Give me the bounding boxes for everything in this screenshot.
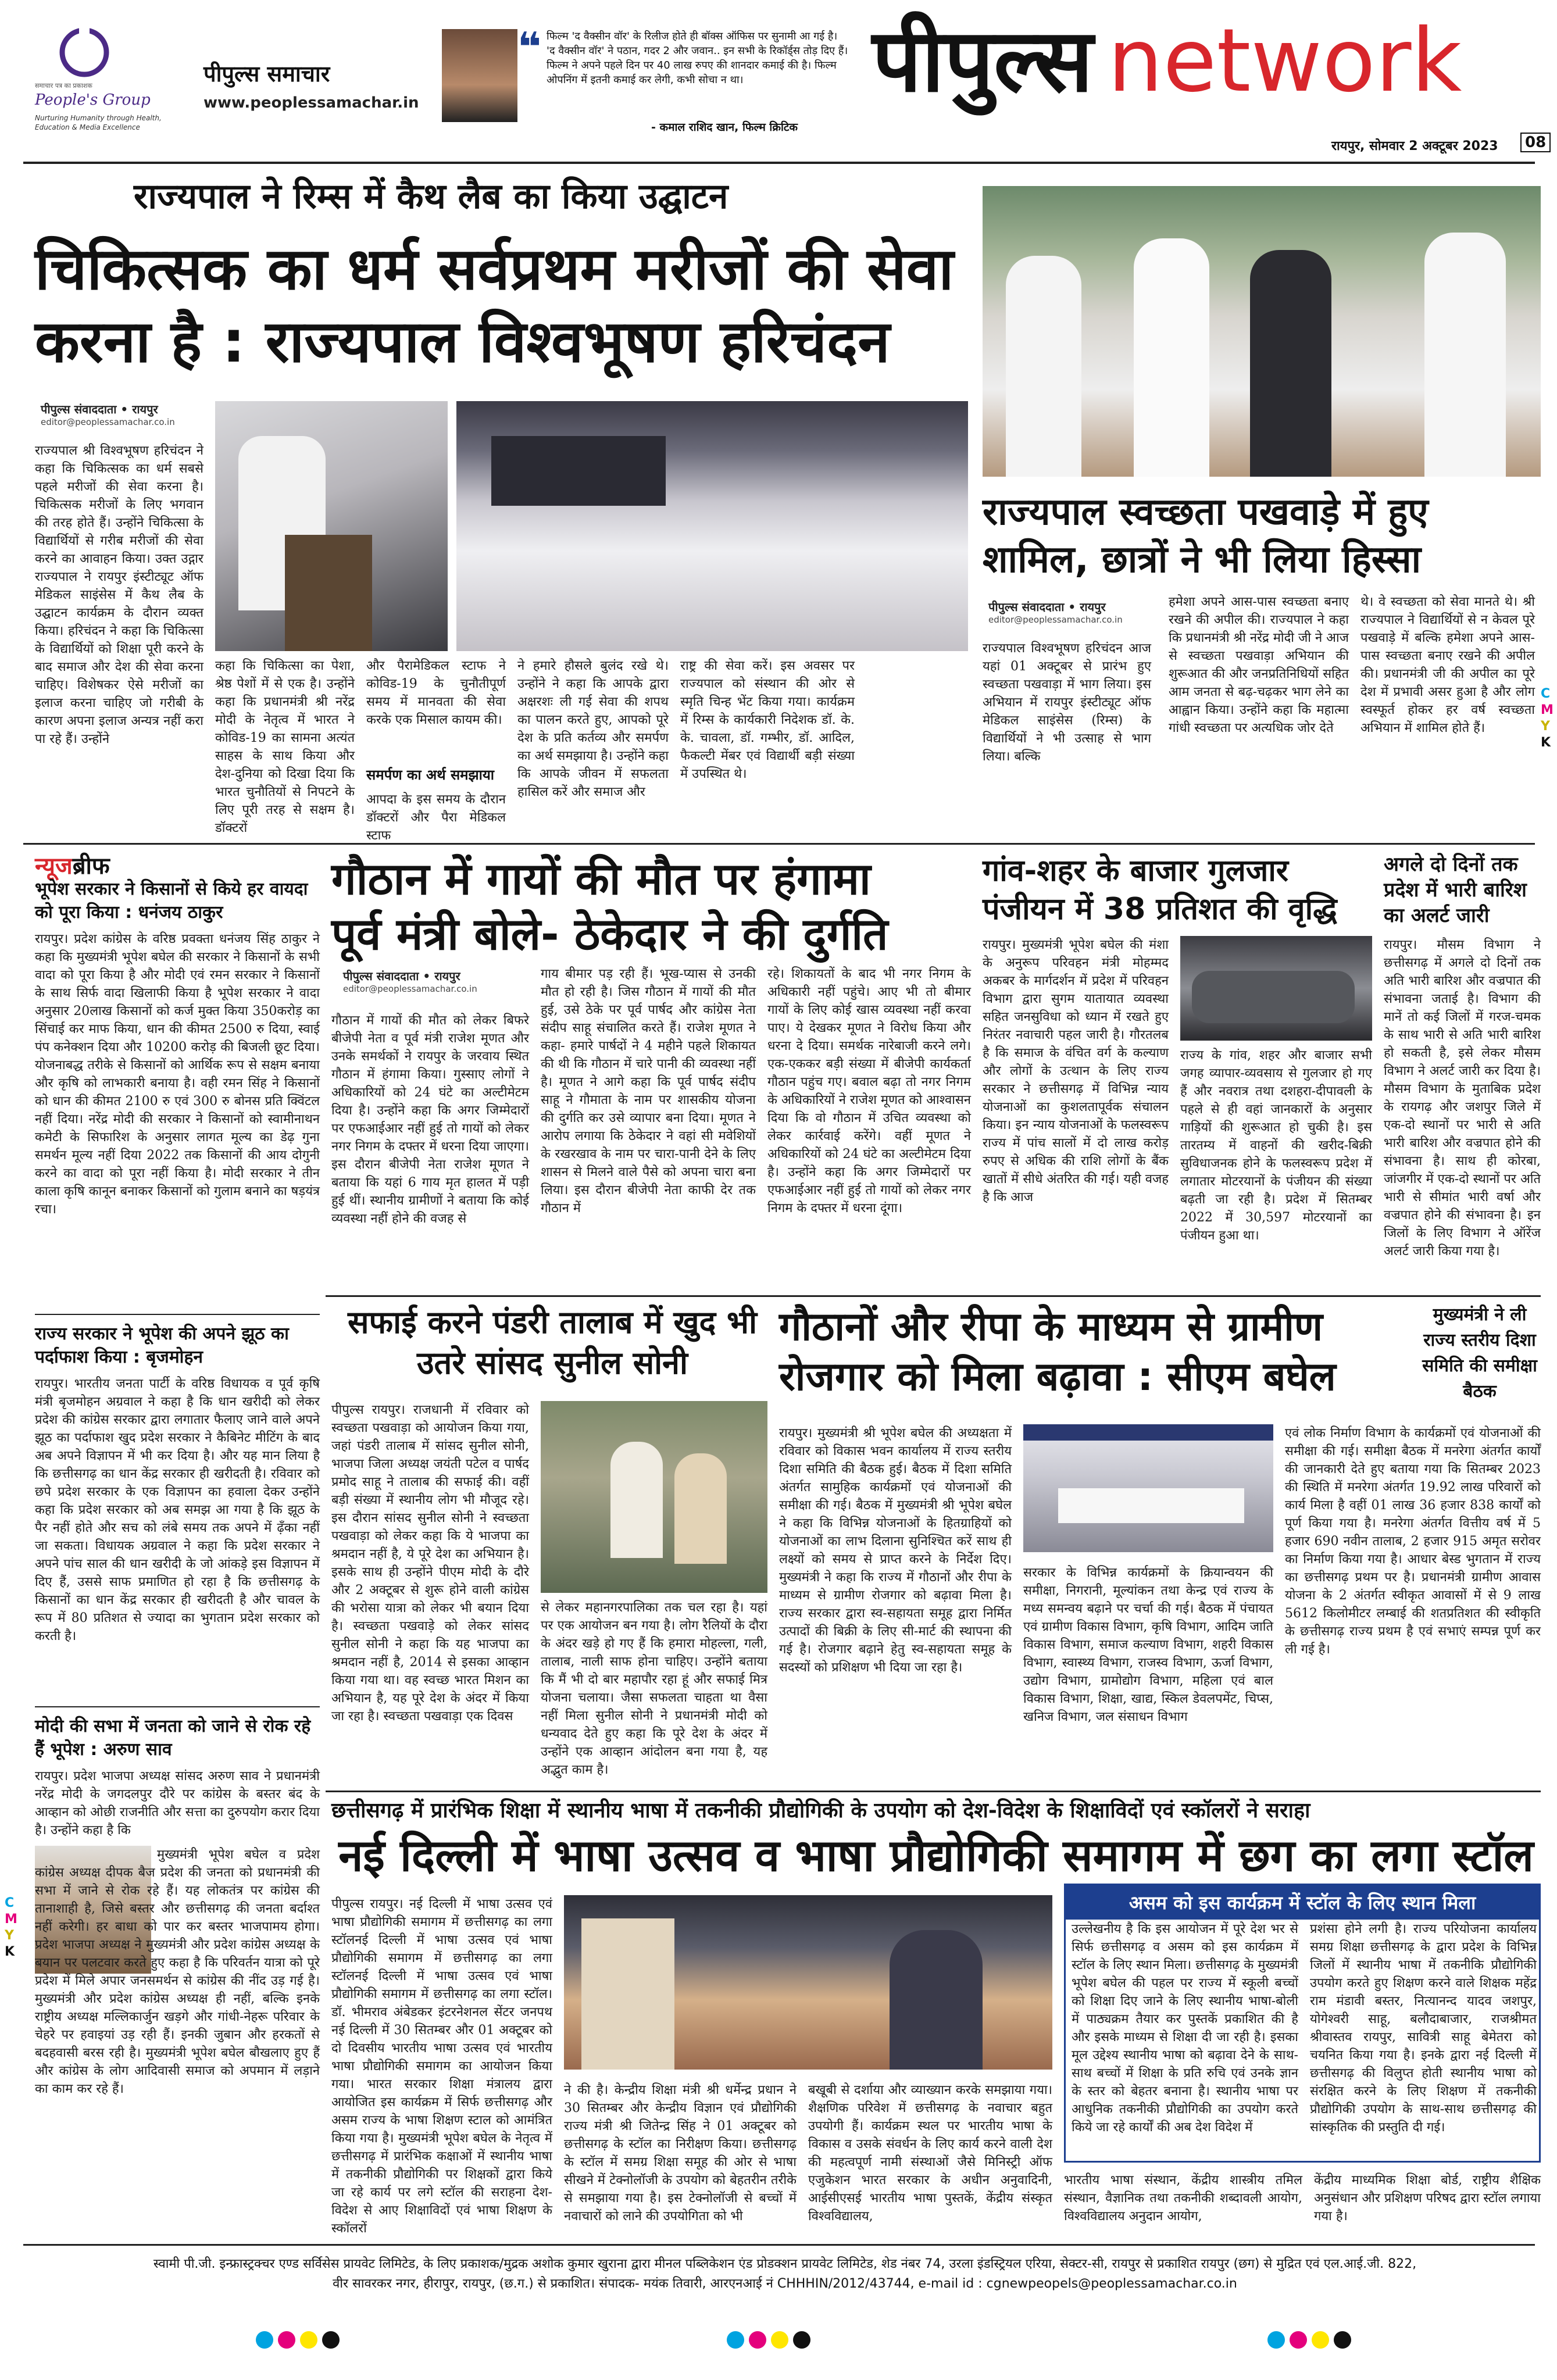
quote-mark-icon: ❝ <box>517 23 542 71</box>
story8-headline: नई दिल्ली में भाषा उत्सव व भाषा प्रौद्योगिकी समागम में छग का लगा स्टॉल <box>338 1829 1534 1881</box>
footer-imprint-2: वीर सावरकर नगर, हीरापुर, रायपुर, (छ.ग.) से प्रकाशित। संपादक- मयंक तिवारी, आरएनआई नं CHHHIN/2012/43744, e-mail id : cgnewpeopels@peoplessamachar.co.in <box>333 2277 1237 2291</box>
story4-col1: रायपुर। मुख्यमंत्री भूपेश बघेल की मंशा के अनुरूप परिवहन मंत्री मोहम्मद अकबर के मार्गदर्शन में प्रदेश में परिवहन विभाग द्वारा सुगम यातायात व्यवस्था सहित जनसुविधा को ध्यान में रखते हुए निरंतर नवाचारी पहल जारी है। गौरतलब है कि समाज के वंचित वर्ग के कल्याण और लोगों के उत्थान के लिए राज्य सरकार ने छत्तीसगढ़ में विभिन्न न्याय योजनाओं का कुशलतापूर्वक संचालन किया। इन न्याय योजनाओं के फलस्वरूप राज्य में पांच सालों में दो लाख करोड़ रुपए से अधिक की राशि लोगों के बैंक खातों में सीधे अंतरित की गई। यही वजह है कि आज <box>983 938 1169 1205</box>
story2-byline: पीपुल्स संवाददाता • रायपुर editor@peoplessamachar.co.in <box>988 600 1123 625</box>
cmyk-letters-right: C M Y K <box>1541 687 1554 750</box>
black-dot-icon <box>793 2331 810 2349</box>
page-number: 08 <box>1520 133 1551 152</box>
story7-headline: गौठानों और रीपा के माध्यम से ग्रामीण रोजगार को मिला बढ़ावा : सीएम बघेल <box>779 1304 1336 1400</box>
story1-subhead: समर्पण का अर्थ समझाया <box>366 767 495 783</box>
story8-col3: बखूबी से दर्शाया और व्याख्यान करके समझाया गया। शैक्षणिक परिवेश में छत्तीसगढ़ के नवाचार बहुत उपयोगी हैं। कार्यक्रम स्थल पर भारतीय भाषा के विकास व उसके संवर्धन के लिए कार्य करने वाली देश की महत्वपूर्ण नामी संस्थाओं जैसे मिनिस्ट्री ऑफ एजुकेशन भारत सरकार के अधीन अनुवादिनी, आईसीएसई भारतीय भाषा पुस्तकें, केंद्रीय संस्कृत विश्वविद्यालय, <box>808 2083 1052 2224</box>
section-rule-1 <box>23 843 1535 845</box>
paper-title <box>872 10 1541 134</box>
org-name: People's Group <box>35 91 151 109</box>
story2-col1: राज्यपाल विश्वभूषण हरिचंदन आज यहां 01 अक्टूबर से प्रारंभ हुए स्वच्छता पखवाड़ा में भाग लिया। इस अभियान में रायपुर इंस्टीट्यूट ऑफ मेडिकल साइंसेस (रिम्स) के विद्यार्थियों ने भी उत्साह से भाग लिया। बल्कि <box>983 641 1151 764</box>
dateline: रायपुर, सोमवार 2 अक्टूबर 2023 <box>1331 139 1498 153</box>
brief-item1-body: रायपुर। प्रदेश कांग्रेस के वरिष्ठ प्रवक्ता धनंजय सिंह ठाकुर ने कहा कि मुख्यमंत्री भूपेश बघेल की सरकार ने किसानों के सभी वादा को पूरा किया है और मोदी एवं रमन सरकार ने किसानों के साथ सिर्फ वादा खिलाफी किया है भूपेश सरकार ने वादा अनुसार 20लाख किसानों को कर्ज मुक्त किया 350करोड़ का सिंचाई कर माफ किया, धान की कीमत 2500 रु दिया, स्वाई पंप कनेक्शन दिया और 10200 करोड़ की बिजली छूट दिया। योजनाबद्ध तरीके से किसानों को आर्थिक रूप से सक्षम बनाया और कृषि को लाभकारी बनाया है। वही रमन सिंह ने किसानों को धान की कीमत 2100 रु एवं 300 रु बोनस प्रति क्विंटल नहीं दिया। नरेंद्र मोदी की सरकार ने किसानों को स्वामीनाथन कमेटी के सिफारिश के अनुसार लागत मूल्य का डेढ़ गुना समर्थन मूल्य नहीं दिया 2022 तक किसानों की आय दोगुनी करने का वादा को पूरा नहीं किया है। मोदी सरकार ने तीन काला कृषि कानून बनाकर किसानों को गुलाम बनाने का षड़यंत्र रचा। <box>35 932 320 1217</box>
cyan-dot-icon <box>1267 2331 1285 2349</box>
story8-kicker: छत्तीसगढ़ में प्रारंभिक शिक्षा में स्थानीय भाषा में तकनीकी प्रौद्योगिकी के उपयोग को देश-विदेश के शिक्षाविदों एवं स्कॉलरों ने सराहा <box>331 1799 1310 1822</box>
story6-photo <box>541 1401 767 1593</box>
story7-sidebar-label: मुख्यमंत्री ने ली राज्य स्तरीय दिशा समिति की समीक्षा बैठक <box>1422 1305 1537 1402</box>
quote-photo <box>442 29 517 122</box>
story7-col1: रायपुर। मुख्यमंत्री श्री भूपेश बघेल की अध्यक्षता में रविवार को विकास भवन कार्यालय में राज्य स्तरीय दिशा समिति की बैठक हुई। बैठक में दिशा समिति अंतर्गत सामुहिक कार्यक्रमों एवं योजनाओं की समीक्षा की गई। बैठक में मुख्यमंत्री श्री भूपेश बघेल ने कहा कि विभिन्न योजनाओं के हितग्राहियों को योजनाओं का लाभ दिलाना सुनिश्चित करें साथ ही लक्ष्यों को समय से प्राप्त करने के निर्देश दिए। मुख्यमंत्री ने कहा कि राज्य में गौठानों और रीपा के माध्यम से ग्रामीण रोजगार को बढ़ावा मिला है। राज्य सरकार द्वारा स्व-सहायता समूह द्वारा निर्मित उत्पादों की बिक्री के लिए सी-मार्ट की स्थापना की गई है। रोजगार बढ़ाने हेतु स्व-सहायता समूह के सदस्यों को प्रशिक्षण भी दिया जा रहा है। <box>779 1426 1012 1675</box>
title-hindi: पीपुल्स <box>872 10 1094 112</box>
magenta-dot-icon <box>278 2331 295 2349</box>
brief-divider-1 <box>35 1314 320 1315</box>
org-tagline: समाचार पत्र का प्रकाशक <box>35 82 92 90</box>
brand-hindi: पीपुल्स समाचार <box>203 61 330 87</box>
story4-photo <box>1180 936 1372 1041</box>
peoples-group-emblem-icon <box>58 26 110 78</box>
story3-col1: गौठान में गायों की मौत को लेकर बिफरे बीजेपी नेता व पूर्व मंत्री राजेश मूणत और उनके समर्थकों ने रायपुर के जरवाय स्थित गौठान में हंगामा किया। गुस्साए लोगों ने अधिकारियों को 24 घंटे का अल्टीमेटम दिया है। उन्होंने कहा कि अगर जिम्मेदारों पर एफआईआर नहीं हुई तो गायों को लेकर नगर निगम के दफ्तर में धरना दिया जाएगा। इस दौरान बीजेपी नेता राजेश मूणत ने बताया कि यहां 6 गाय मृत हालत में पड़ी हुई थीं। स्थानीय ग्रामीणों ने बताया कि कोई व्यवस्था नहीं होने की वजह से <box>331 1013 529 1226</box>
story3-byline: पीपुल्स संवाददाता • रायपुर editor@peoplessamachar.co.in <box>343 969 477 994</box>
black-dot-icon <box>1334 2331 1351 2349</box>
yellow-dot-icon <box>771 2331 788 2349</box>
footer-imprint: स्वामी पी.जी. इन्फ्रास्ट्रक्चर एण्ड सर्विसेस प्रायवेट लिमिटेड, के लिए प्रकाशक/मुद्रक अशोक कुमार खुराना द्वारा मीनल पब्लिकेशन एंड प्रोडक्शन प्रायवेट लिमिटेड, शेड नंबर 74, उरला इंडस्ट्रियल एरिया, सेक्टर-सी, रायपुर से प्रकाशित रायपुर (छग) से मुद्रित एवं एल.आई.जी. 822, <box>153 2257 1417 2271</box>
story2-photo <box>983 186 1541 477</box>
story4-headline: गांव-शहर के बाजार गुलजार पंजीयन में 38 प्रतिशत की वृद्धि <box>983 853 1337 927</box>
story3-headline-line2: पूर्व मंत्री बोले- ठेकेदार ने की दुर्गति <box>331 908 888 960</box>
cmyk-mark-bottom-left <box>256 2331 344 2351</box>
footer-rule <box>23 2244 1535 2246</box>
magenta-dot-icon <box>749 2331 766 2349</box>
cmyk-mark-bottom-center <box>727 2331 815 2351</box>
story3-col2: गाय बीमार पड़ रही हैं। भूख-प्यास से उनकी मौत हो रही है। जिस गौठान में गायों की मौत हुई, उसे ठेके पर पूर्व पार्षद और कांग्रेस नेता संदीप साहू संचालित करते हैं। राजेश मूणत ने कहा- हमारे पार्षदों ने 4 महीने पहले शिकायत की थी कि गौठान में चारे पानी की व्यवस्था नहीं है। मूणत ने आगे कहा कि पूर्व पार्षद संदीप साहू ने गौमाता के नाम पर शासकीय योजना की दुर्गति कर उसे व्यापार बना दिया। मूणत ने आरोप लगाया कि ठेकेदार ने वहां सी मवेशियों के रखरखाव के नाम पर चारा-पानी देने के लिए शासन से मिलने वाले पैसे को अपना चारा बना लिया। इस दौरान बीजेपी नेता काफी देर तक गौठान में <box>541 967 756 1216</box>
story1-kicker: राज्यपाल ने रिम्स में कैथ लैब का किया उद्घाटन <box>134 176 728 217</box>
story2-headline: राज्यपाल स्वच्छता पखवाड़े में हुए शामिल, छात्रों ने भी लिया हिस्सा <box>983 491 1429 581</box>
story5-body: रायपुर। मौसम विभाग ने छत्तीसगढ़ में अगले दो दिनों तक अति भारी बारिश और वज्रपात की संभावना जताई है। विभाग की मानें तो कई जिलों में गरज-चमक के साथ भारी से अति भारी बारिश हो सकती है, इसे लेकर मौसम विभाग ने अलर्ट जारी कर दिया है। मौसम विभाग के मुताबिक प्रदेश के रायगढ़ और जशपुर जिले में एक-दो स्थानों पर भारी से अति भारी बारिश और वज्रपात होने की संभावना है। साथ ही कोरबा, जांजगीर में एक-दो स्थानों पर अति भारी से सीमांत भारी वर्षा और वज्रपात होने की संभावना है। इन जिलों के लिए विभाग ने ऑरेंज अलर्ट जारी किया गया है। <box>1384 938 1541 1259</box>
org-motto: Nurturing Humanity through Health, Education & Media Excellence <box>35 114 162 131</box>
cyan-dot-icon <box>256 2331 273 2349</box>
brief-item1-headline: भूपेश सरकार ने किसानों से किये हर वायदा को पूरा किया : धनंजय ठाकुर <box>35 879 308 923</box>
story8-col2: ने की है। केन्द्रीय शिक्षा मंत्री श्री धर्मेन्द्र प्रधान ने 30 सितम्बर और केन्द्रीय विज्ञान एवं प्रौद्योगिकी राज्य मंत्री श्री जितेन्द्र सिंह ने 01 अक्टूबर को छत्तीसगढ़ के स्टॉल का निरीक्षण किया। छत्तीसगढ़ के स्टॉल में समग्र शिक्षा समूह की ओर से भाषा सीखने में टेक्नोलॉजी के उपयोग को बेहतरीन तरीके से समझाया गया है। इस टेक्नोलॉजी से बच्चों में नवाचारों को लाने की उपयोगिता को भी <box>564 2083 797 2224</box>
brief-item3-body2: मुख्यमंत्री भूपेश बघेल व प्रदेश कांग्रेस अध्यक्ष दीपक बैज प्रदेश की जनता को प्रधानमंत्री की सभा में जाने से रोक रहे हैं। यह लोकतंत्र पर कांग्रेस की तानाशाही है, जिसे बस्तर और छत्तीसगढ़ की जनता बर्दाश्त नहीं करेगी। हर बाधा को पार कर बस्तर भाजपामय होगा। प्रदेश भाजपा अध्यक्ष ने मुख्यमंत्री और प्रदेश कांग्रेस अध्यक्ष के बयान पर पलटवार करते हुए कहा है कि परिवर्तन यात्रा को पूरे प्रदेश में मिले अपार जनसमर्थन से कांग्रेस की नींद उड़ गई है। मुख्यमंत्री और प्रदेश कांग्रेस अध्यक्ष ही नहीं, बल्कि इनके राष्ट्रीय अध्यक्ष मल्लिकार्जुन खड़गे और गांधी-नेहरू परिवार के चेहरे पर हवाइयां उड़ रही हैं। इनकी जुबान और हरकतों से बदहवासी बरस रही है। मुख्यमंत्री भूपेश बघेल बौखलाए हुए हैं और कांग्रेस के लोग आदिवासी समाज को अपमान में लड़ाने का काम कर रहे हैं। <box>35 1847 320 2096</box>
quote-author: - कमाल राशिद खान, फिल्म क्रिटिक <box>651 121 798 134</box>
story8-box <box>1064 1884 1541 2163</box>
story8-box-col1: उल्लेखनीय है कि इस आयोजन में पूरे देश भर से सिर्फ छत्तीसगढ़ व असम को इस कार्यक्रम में स्टॉल के लिए स्थान मिला। छत्तीसगढ़ के मुख्यमंत्री भूपेश बघेल की पहल पर राज्य में स्कूली बच्चों को शिक्षा दिए जाने के लिए स्थानीय भाषा-बोली में पाठ्यक्रम तैयार कर पुस्तकें प्रकाशित की है और इसके माध्यम से शिक्षा दी जा रही है। इसका मूल उद्देश्य स्थानीय भाषा को बढ़ावा देने के साथ-साथ बच्चों में शिक्षा के प्रति रुचि एवं उनके ज्ञान के स्तर को बेहतर बनाना है। स्थानीय भाषा पर आधुनिक तकनीकी प्रौद्योगिकी का उपयोग करते किये जा रहे कार्यों की अब देश विदेश में <box>1072 1922 1298 2135</box>
brief-item2-headline: राज्य सरकार ने भूपेश की अपने झूठ का पर्दाफाश किया : बृजमोहन <box>35 1324 289 1367</box>
magenta-dot-icon <box>1290 2331 1307 2349</box>
cyan-dot-icon <box>727 2331 744 2349</box>
story6-headline: सफाई करने पंडरी तालाब में खुद भी उतरे सांसद सुनील सोनी <box>348 1304 757 1381</box>
story1-col3: और पैरामेडिकल स्टाफ ने कोविड-19 के चुनौतीपूर्ण समय में मानवता की सेवा करके एक मिसाल कायम की। <box>366 659 506 727</box>
yellow-dot-icon <box>300 2331 317 2349</box>
story1-col4: ने हमारे हौसले बुलंद रखे थे। उन्होंने ने कहा कि आपके द्वारा अक्षरशः ली गई सेवा की शपथ का पालन करते हुए, आपको पूरे देश के प्रति कर्तव्य और समर्पण का अर्थ समझाया है। उन्होंने कहा कि आपके जीवन में सफलता हासिल करें और समाज और <box>517 659 669 799</box>
brief-item3-body: रायपुर। प्रदेश भाजपा अध्यक्ष सांसद अरुण साव ने प्रधानमंत्री नरेंद्र मोदी के जगदलपुर दौरे पर कांग्रेस के बस्तर बंद के आव्हान को ओछी राजनीति और सत्ता का दुरुपयोग करार दिया है। उन्होंने कहा है कि <box>35 1769 320 1838</box>
cmyk-mark-bottom-right <box>1267 2331 1356 2351</box>
masthead-rule <box>23 162 1535 164</box>
story2-col3: थे। वे स्वच्छता को सेवा मानते थे। श्री राज्यपाल ने विद्यार्थियों से न केवल पूरे पखवाड़े में बल्कि हमेशा अपने आस-पास स्वच्छता बनाए रखने की अपील की। प्रधानमंत्री जी की अपील का पूरे देश में प्रभावी असर हुआ है और लोग स्वस्फूर्त होकर हर वर्ष स्वच्छता अभियान में शामिल होते हैं। <box>1360 595 1535 735</box>
brief-item2-body: रायपुर। भारतीय जनता पार्टी के वरिष्ठ विधायक व पूर्व कृषि मंत्री बृजमोहन अग्रवाल ने कहा है कि धान खरीदी को लेकर प्रदेश की कांग्रेस सरकार द्वारा लगातार फैलाए जाने वाले अपने झूठ का पर्दाफाश खुद प्रदेश सरकार ने कैबिनेट मीटिंग के बाद अब अपने विज्ञापन में भी कर दिया है। और यह मान लिया है कि छत्तीसगढ़ का धान केंद्र सरकार ही खरीदती है। रविवार को छपे प्रदेश सरकार के एक विज्ञापन का हवाला देकर उन्होंने कहा कि प्रदेश सरकार को अब समझ आ गया है कि झूठ के पैर नहीं होते और सच को लंबे समय तक अपने में ढ़ँका नहीं जा सकता। विधायक अग्रवाल ने कहा कि प्रदेश सरकार ने अपने पांच साल की धान खरीदी के जो आंकड़े इस विज्ञापन में दिए हैं, उससे साफ प्रमाणित हो रहा है कि छत्तीसगढ़ के किसानों का धान केंद्र सरकार ही खरीदती है और चावल के रूप में 80 प्रतिशत से ज्यादा का भुगतान प्रदेश सरकार को करती है। <box>35 1377 320 1643</box>
story8-box-title: असम को इस कार्यक्रम में स्टॉल के लिए स्थान मिला <box>1066 1885 1539 1920</box>
title-english: network <box>1108 10 1462 112</box>
story6-col2: से लेकर महानगरपालिका तक चल रहा है। यहां पर एक आयोजन बन गया है। लोग रैलियों के दौरा के अंदर खड़े हो गए हैं कि हमारा मोहल्ला, गली, तालाब, नाली साफ होना चाहिए। उन्होंने बताया कि मैं भी दो बार महापौर रहा हूं और सफाई मित्र योजना चलाया। जैसा सफलता चाहता था वैसा नहीं मिला सुनील सोनी ने प्रधानमंत्री मोदी को धन्यवाद देते हुए कहा कि पूरे देश के अंदर में उन्होंने एक आव्हान आंदोलन बना गया है, यह अद्भुत काम है। <box>541 1600 767 1777</box>
cmyk-letters-left: C M Y K <box>5 1896 17 1959</box>
story8-box-col2: प्रशंसा होने लगी है। राज्य परियोजना कार्यालय समग्र शिक्षा छत्तीसगढ़ के द्वारा प्रदेश के विभिन्न जिलों में स्थानीय भाषा में तकनीकि प्रौद्योगिकी उपयोग करते हुए शिक्षण करने वाले शिक्षक महेंद्र राम मंडावी बस्तर, नित्यानन्द यादव जशपुर, योगेश्वरी साहू, बलौदाबाजार, राजश्रीमत श्रीवास्तव रायपुर, सावित्री साहू बेमेतरा को चयनित किया गया है। इनके द्वारा नई दिल्ली में छत्तीसगढ़ की विलुप्त होती स्थानीय भाषा को संरक्षित करने के लिए शिक्षण में तकनीकी प्रौद्योगिकी उपयोग के साथ-साथ छत्तीसगढ़ की सांस्कृतिक की प्रस्तुति दी गई। <box>1310 1922 1537 2135</box>
website-link[interactable]: www.peoplessamachar.in <box>203 94 419 112</box>
brief-divider-2 <box>35 1706 320 1707</box>
story6-col1: पीपुल्स रायपुर। राजधानी में रविवार को स्वच्छता पखवाड़ा को आयोजन किया गया, जहां पंडरी तालाब में सांसद सुनील सोनी, भाजपा जिला अध्यक्ष जयंती पटेल व पार्षद प्रमोद साहू ने तालाब की सफाई की। वहीं बड़ी संख्या में स्थानीय लोग भी मौजूद रहे। इस दौरान सांसद सुनील सोनी ने स्वच्छता पखवाड़ा को लेकर कहा कि ये भाजपा का श्रमदान नहीं है, ये पूरे देश का अभियान है। इसके साथ ही उन्होंने पीएम मोदी के दौरे और 2 अक्टूबर से शुरू होने वाली कांग्रेस की भरोसा यात्रा को लेकर भी बयान दिया है। स्वच्छता पखवाड़े को लेकर सांसद सुनील सोनी ने कहा कि यह भाजपा का श्रमदान नहीं है, 2014 से इसका आव्हान किया गया था। वह स्वच्छ भारत मिशन का अभियान है, यह पूरे देश के अंदर में किया जा रहा है। स्वच्छता पखवाड़ा एक दिवस <box>331 1403 529 1724</box>
masthead <box>0 0 1557 169</box>
section-rule-3 <box>326 1791 1541 1792</box>
quote-text: फिल्म 'द वैक्सीन वॉर' के रिलीज होते ही बॉक्स ऑफिस पर सुनामी आ गई है। 'द वैक्सीन वॉर' ने पठान, गदर 2 और जवान.. इन सभी के रिकॉर्ड्स तोड़ दिए हैं। फिल्म ने अपने पहले दिन पर 40 लाख रुपए की शानदार कमाई की है। फिल्म ओपनिंग में इतनी कमाई कर लेगी, कभी सोचा न था। <box>547 30 848 86</box>
story2-col2: हमेशा अपने आस-पास स्वच्छता बनाए रखने की अपील की। राज्यपाल ने कहा कि प्रधानमंत्री श्री नरेंद्र मोदी जी ने आज से स्वच्छता पखवाड़ा अभियान की शुरूआत की और जनप्रतिनिधियों सहित आम जनता से बढ़-चढ़कर भाग लेने का आह्वान किया। उन्होंने कहा कि महात्मा गांधी स्वच्छता पर अत्यधिक जोर देते <box>1169 595 1349 735</box>
story7-col3: एवं लोक निर्माण विभाग के कार्यक्रमों एवं योजनाओं की समीक्षा की गई। समीक्षा बैठक में मनरेगा अंतर्गत कार्यों की जानकारी देते हुए बताया गया कि सितम्बर 2023 की स्थिति में मनरेगा अंतर्गत 19.92 लाख परिवारों को कार्य मिला है वहीं 01 लाख 36 हजार 838 कार्यों को पूर्ण किया गया है। मनरेगा अंतर्गत वित्तीय वर्ष में 5 हजार 690 नवीन तालाब, 2 हजार 915 अमृत सरोवर का निर्माण किया गया है। आधार बेस्ड भुगतान में राज्य का छत्तीसगढ़ प्रथम पर है। प्रधानमंत्री ग्रामीण आवास योजना के 2 अंतर्गत स्वीकृत आवासों में से 9 लाख 5612 किलोमीटर लम्बाई की शतप्रतिशत की स्वीकृति के छत्तीसगढ़ राज्य प्रथम है एवं सभाएं सम्पन्न पूर्ण कर ली गई है। <box>1285 1426 1541 1657</box>
story7-photo <box>1023 1424 1273 1552</box>
brief-item3-headline: मोदी की सभा में जनता को जाने से रोक रहे हैं भूपेश : अरुण साव <box>35 1716 311 1760</box>
story1-col2: कहा कि चिकित्सा का पेशा, श्रेष्ठ पेशों में से एक है। उन्होंने कहा कि प्रधानमंत्री श्री नरेंद्र मोदी के नेतृत्व में भारत ने कोविड-19 का सामना अत्यंत साहस के साथ किया और देश-दुनिया को दिखा दिया कि भारत चुनौतियों से निपटने के लिए पूरी तरह से सक्षम है। डॉक्टरों <box>215 659 355 835</box>
story5-headline: अगले दो दिनों तक प्रदेश में भारी बारिश का अलर्ट जारी <box>1384 853 1527 927</box>
story8-col4: भारतीय भाषा संस्थान, केंद्रीय शास्त्रीय तमिल संस्थान, वैज्ञानिक तथा तकनीकी शब्दावली आयोग, विश्वविद्यालय अनुदान आयोग, <box>1064 2173 1302 2224</box>
story7-col2: सरकार के विभिन्न कार्यक्रमों के क्रियान्वयन की समीक्षा, निगरानी, मूल्यांकन तथा केन्द्र एवं राज्य के मध्य समन्वय बढ़ाने पर चर्चा की गई। बैठक में पंचायत एवं ग्रामीण विकास विभाग, कृषि विभाग, आदिम जाति विकास विभाग, समाज कल्याण विभाग, शहरी विकास विभाग, स्वास्थ्य विभाग, राजस्व विभाग, ऊर्जा विभाग, उद्योग विभाग, ग्रामोद्योग विभाग, महिला एवं बाल विकास विभाग, शिक्षा, खाद्य, स्किल डेवलपमेंट, चिप्स, खनिज विभाग, जल संसाधन विभाग <box>1023 1566 1273 1724</box>
peoples-group-logo <box>35 26 186 142</box>
story4-col2: राज्य के गांव, शहर और बाजार सभी जगह व्यापार-व्यवसाय से गुलजार हो गए हैं और नवरात्र तथा दशहरा-दीपावली के पहले से ही वहां जानकारों के अनुसार गाड़ियों की शुरूआत हो चुकी है। इस तारतम्य में वाहनों की खरीद-बिक्री सुविधाजनक होने के फलस्वरूप प्रदेश में लगातार मोटरयानों के पंजीयन की संख्या बढ़ती जा रही है। प्रदेश में सितम्बर 2022 में 30,597 मोटरयानों का पंजीयन हुआ था। <box>1180 1048 1372 1243</box>
story1-col3-after: आपदा के इस समय के दौरान डॉक्टरों और पैरा मेडिकल स्टाफ <box>366 792 506 843</box>
story1-headline: चिकित्सक का धर्म सर्वप्रथम मरीजों की सेवा करना है : राज्यपाल विश्वभूषण हरिचंदन <box>35 235 954 376</box>
story1-col1: राज्यपाल श्री विश्वभूषण हरिचंदन ने कहा कि चिकित्सक का धर्म सबसे पहले मरीजों की सेवा करना है। चिकित्सक मरीजों के लिए भगवान की तरह होते हैं। उन्होंने चिकित्सा के विद्यार्थियों से गरीब मरीजों की सेवा करने का आवाहन किया। उक्त उद्गार राज्यपाल ने रायपुर इंस्टीट्यूट ऑफ मेडिकल साइंसेस में कैथ लैब के उद्घाटन कार्यक्रम के दौरान व्यक्त किया। हरिचंदन ने कहा कि चिकित्सा के विद्यार्थियों को शिक्षा पूरी करने के बाद समाज और देश की सेवा करना चाहिए। विशेषकर ऐसे मरीजों का इलाज करना चाहिए जो गरीबी के कारण अपना इलाज अन्यत्र नहीं करा पा रहे हैं। उन्होंने <box>35 444 203 746</box>
section-rule-2 <box>326 1295 1541 1297</box>
story3-headline-line1: गौठान में गायों की मौत पर हंगामा <box>331 853 871 905</box>
news-brief-label: न्यूजब्रीफ <box>35 853 110 880</box>
brand-block <box>203 58 419 122</box>
yellow-dot-icon <box>1312 2331 1329 2349</box>
story8-col1: पीपुल्स रायपुर। नई दिल्ली में भाषा उत्सव एवं भाषा प्रौद्योगिकी समागम में छत्तीसगढ़ का लगा स्टॉलनई दिल्ली में भाषा उत्सव एवं भाषा प्रौद्योगिकी समागम में छत्तीसगढ़ का लगा स्टॉलनई दिल्ली में भाषा उत्सव एवं भाषा प्रौद्योगिकी समागम में छत्तीसगढ़ का लगा स्टॉल। डॉ. भीमराव अंबेडकर इंटरनेशनल सेंटर जनपथ नई दिल्ली में 30 सितम्बर और 01 अक्टूबर को दो दिवसीय भारतीय भाषा उत्सव एवं भारतीय भाषा प्रौद्योगिकी समागम का आयोजन किया गया। भारत सरकार शिक्षा मंत्रालय द्वारा आयोजित इस कार्यक्रम में सिर्फ छत्तीसगढ़ और असम राज्य के भाषा शिक्षण स्टाल को आमंत्रित किया गया है। मुख्यमंत्री भूपेश बघेल के नेतृत्व में छत्तीसगढ़ में प्रारंभिक कक्षाओं में स्थानीय भाषा में तकनीकी प्रौद्योगिकी पर शिक्षकों द्वारा किये जा रहे कार्य पर लगे स्टॉल की सराहना देश-विदेश से आए शिक्षाविदों एवं भाषा शिक्षण के स्कॉलरों <box>331 1897 552 2236</box>
story1-byline: पीपुल्स संवाददाता • रायपुर editor@peoplessamachar.co.in <box>41 402 175 427</box>
black-dot-icon <box>322 2331 340 2349</box>
story1-photo-podium <box>215 401 448 651</box>
story1-photo-auditorium <box>456 401 968 651</box>
story8-photo <box>564 1895 1052 2070</box>
story3-col3: रहे। शिकायतों के बाद भी नगर निगम के अधिकारी नहीं पहुंचे। आए भी तो बीमार गायों के लिए कोई खास व्यवस्था नहीं करवा पाए। ये देखकर मूणत ने विरोध किया और धरना दे दिया। समर्थक नारेबाजी करने लगे। एक-एककर बड़ी संख्या में बीजेपी कार्यकर्ता गौठान पहुंच गए। बवाल बढ़ा तो नगर निगम के अधिकारियों ने राजेश मूणत को आश्वासन दिया कि वो गौठान में उचित व्यवस्था को लेकर कार्रवाई करेंगे। वहीं मूणत ने अधिकारियों को 24 घंटे का अल्टीमेटम दिया है। उन्होंने कहा कि अगर जिम्मेदारों पर एफआईआर नहीं हुई तो गायों को लेकर नगर निगम के दफ्तर में धरना दूंगा। <box>767 967 971 1216</box>
story1-col5: राष्ट्र की सेवा करें। इस अवसर पर राज्यपाल को संस्थान की ओर से स्मृति चिन्ह भेंट किया गया। कार्यक्रम में रिम्स के कार्यकारी निदेशक डॉ. के. के. चावला, डॉ. गम्भीर, डॉ. आदिल, फैकल्टी मेंबर एवं विद्यार्थी बड़ी संख्या में उपस्थित थे। <box>680 659 855 781</box>
story8-col5: केंद्रीय माध्यमिक शिक्षा बोर्ड, राष्ट्रीय शैक्षिक अनुसंधान और प्रशिक्षण परिषद द्वारा स्टॉल लगाया गया है। <box>1314 2173 1541 2224</box>
